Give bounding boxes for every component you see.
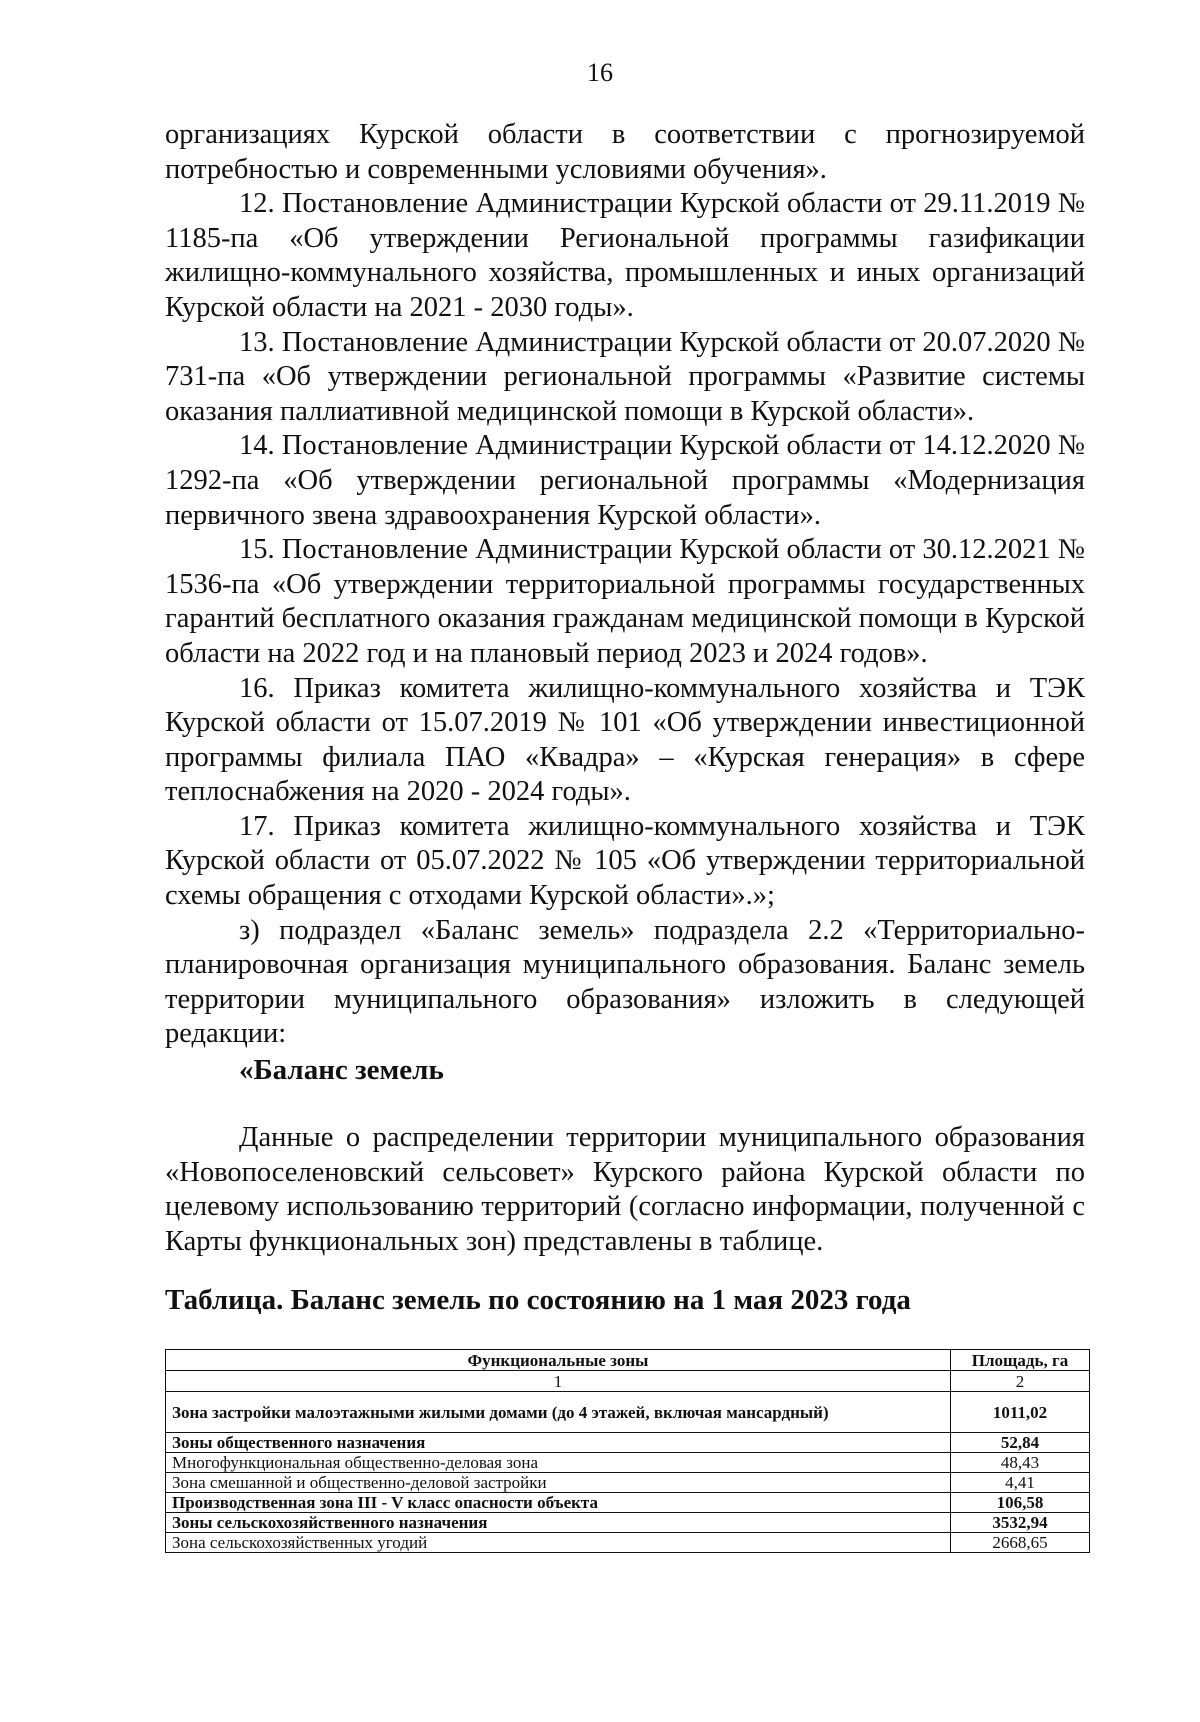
paragraph: 17. Приказ комитета жилищно-коммунального хозяйства и ТЭК Курской области от 05.07.2022 № 105 «Об утверждении территориальной схемы обращения с отходами Курской области».»;	[165, 810, 1085, 912]
paragraph: 13. Постановление Администрации Курской области от 20.07.2020 № 731-па «Об утверждении региональной программы «Развитие системы оказания паллиативной медицинской помощи в Курской области».	[165, 326, 1085, 427]
zone-name: Зона застройки малоэтажными жилыми домами (до 4 этажей, включая мансардный)	[166, 1392, 951, 1433]
table-row	[166, 1513, 1090, 1533]
table-row	[166, 1473, 1090, 1493]
table-row	[166, 1392, 1090, 1433]
zone-name: Зона сельскохозяйственных угодий	[166, 1533, 951, 1553]
page-number: 16	[587, 58, 613, 87]
paragraph: 14. Постановление Администрации Курской области от 14.12.2020 № 1292-па «Об утверждении региональной программы «Модернизация первичного звена здравоохранения Курской области».	[165, 430, 1085, 531]
paragraph: 16. Приказ комитета жилищно-коммунального хозяйства и ТЭК Курской области от 15.07.2019 № 101 «Об утверждении инвестиционной программы филиала ПАО «Квадра» – «Курская генерация» в сфере теплоснабжения на 2020 - 2024 годы».	[165, 672, 1085, 808]
paragraph: 12. Постановление Администрации Курской области от 29.11.2019 № 1185-па «Об утверждении Региональной программы газификации жилищно-коммунального хозяйства, промышленных и иных организаций Курской области на 2021 - 2030 годы».	[165, 188, 1085, 323]
table-header-row	[166, 1350, 1090, 1371]
table-row	[166, 1433, 1090, 1453]
zone-name: Многофункциональная общественно-деловая зона	[166, 1453, 951, 1473]
zone-name: Зоны общественного назначения	[166, 1433, 951, 1453]
paragraph: з) подраздел «Баланс земель» подраздела 2.2 «Территориально-планировочная организация муниципального образования. Баланс земель территории муниципального образования» изложить в следующей редакции:	[165, 914, 1085, 1050]
zone-name: Производственная зона III - V класс опасности объекта	[166, 1493, 951, 1513]
zone-area: 3532,94	[951, 1513, 1090, 1533]
table-row	[166, 1453, 1090, 1473]
zone-area: 48,43	[951, 1453, 1090, 1473]
table-title: Таблица. Баланс земель по состоянию на 1 мая 2023 года	[165, 1284, 911, 1316]
zone-area: 1011,02	[951, 1392, 1090, 1433]
paragraph: 15. Постановление Администрации Курской области от 30.12.2021 № 1536-па «Об утверждении территориальной программы государственных гарантий бесплатного оказания гражданам медицинской помощи в Курской области на 2022 год и на плановый период 2023 и 2024 годов».	[165, 534, 1085, 669]
zone-area: 4,41	[951, 1473, 1090, 1493]
table-row	[166, 1533, 1090, 1553]
column-number: 2	[951, 1371, 1090, 1392]
zone-area: 2668,65	[951, 1533, 1090, 1553]
zone-name: Зоны сельскохозяйственного назначения	[166, 1513, 951, 1533]
column-number: 1	[166, 1371, 951, 1392]
zone-area: 52,84	[951, 1433, 1090, 1453]
header-area: Площадь, га	[951, 1350, 1090, 1371]
section-heading: «Баланс земель	[239, 1054, 444, 1086]
land-balance-table	[165, 1349, 1090, 1553]
zone-area: 106,58	[951, 1493, 1090, 1513]
table-row	[166, 1493, 1090, 1513]
data-paragraph: Данные о распределении территории муниципального образования «Новопоселеновский сельсовет» Курского района Курской области по целевому использованию территорий (согласно информации, полученной с Карты функциональных зон) представлены в таблице.	[165, 1122, 1085, 1257]
header-zones: Функциональные зоны	[166, 1350, 951, 1371]
column-number-row	[166, 1371, 1090, 1392]
paragraph: организациях Курской области в соответствии с прогнозируемой потребностью и современными условиями обучения».	[165, 119, 1085, 185]
body-text	[165, 118, 1085, 1052]
zone-name: Зона смешанной и общественно-деловой застройки	[166, 1473, 951, 1493]
